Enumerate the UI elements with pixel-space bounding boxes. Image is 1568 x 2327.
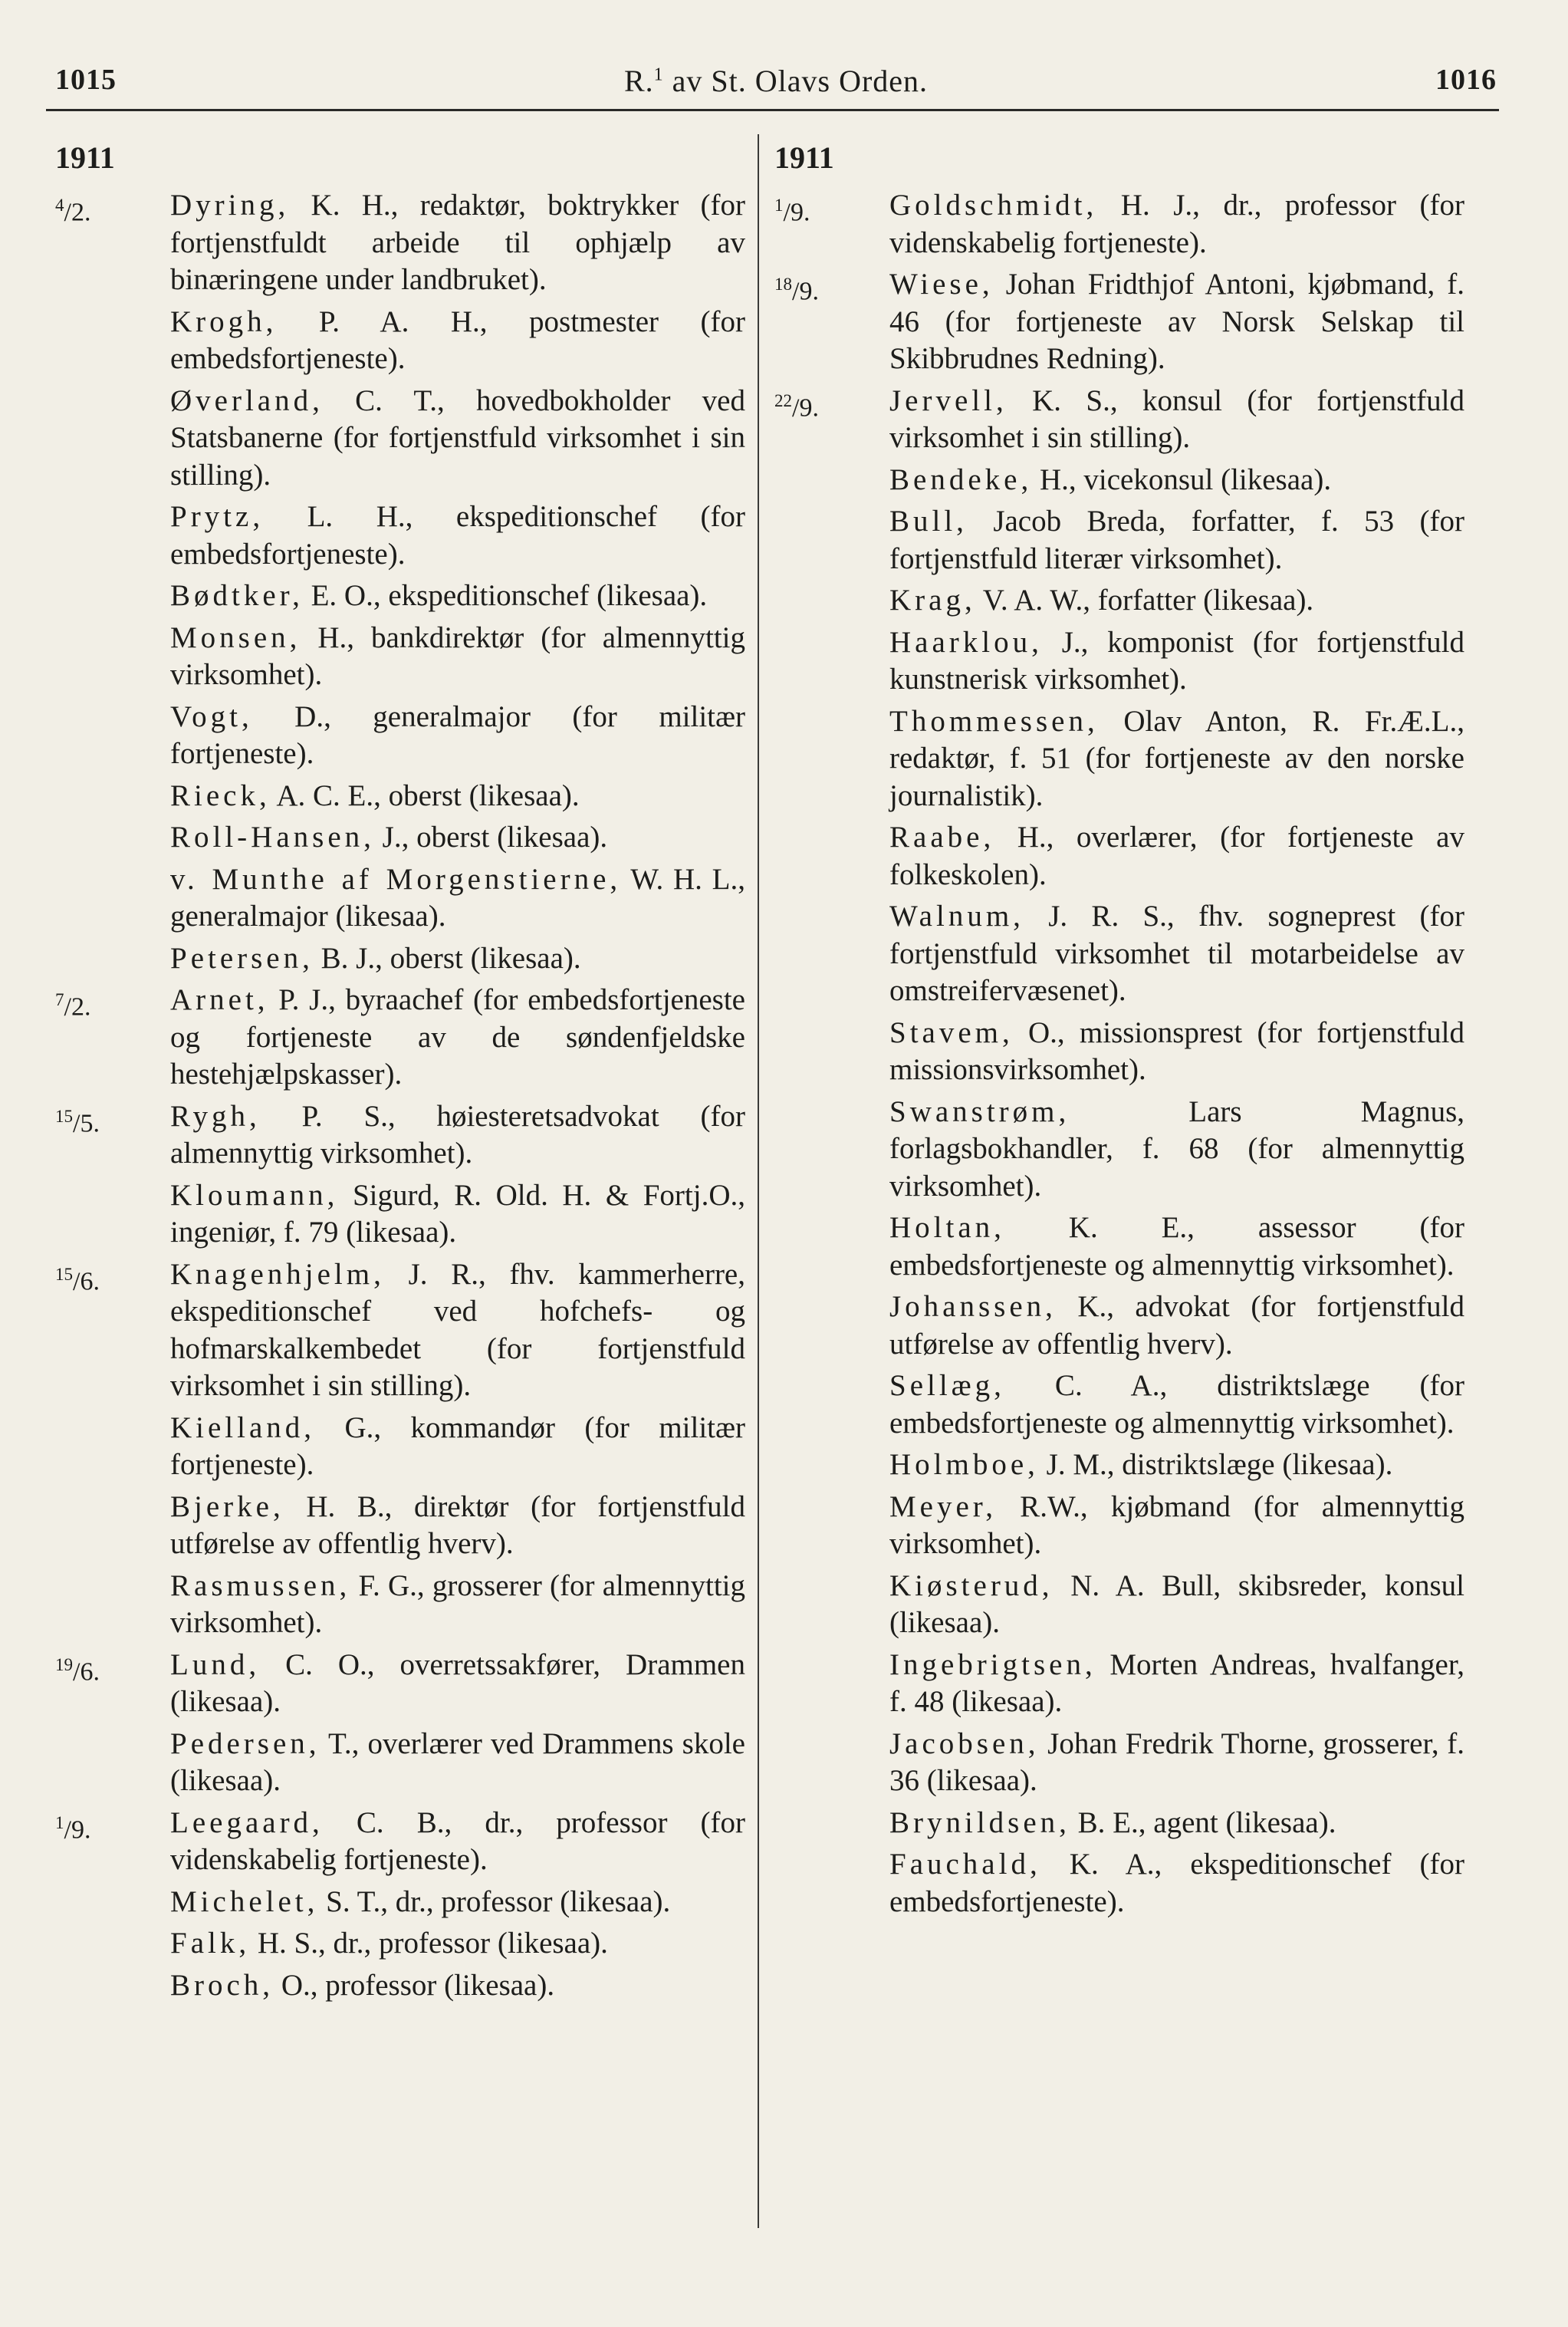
recipient-name: Holmboe, xyxy=(889,1448,1039,1481)
header-rule xyxy=(46,109,1499,111)
recipient-name: Goldschmidt, xyxy=(889,189,1098,222)
entry-date: $^{19}$/6. xyxy=(55,1654,100,1686)
list-item xyxy=(55,1256,745,1405)
recipient-name: Meyer, xyxy=(889,1489,997,1523)
list-item xyxy=(55,1925,745,1963)
list-item xyxy=(774,582,1464,620)
entry-date: $^4$/2. xyxy=(55,196,91,227)
entry-text: Johan Fridthjof Antoni, kjøbmand, f. 46 (for fortjeneste av Norsk Selskap til Skibbrudnes Redning). xyxy=(889,268,1464,375)
entry-text: S. T., dr., professor (likesaa). xyxy=(318,1884,671,1918)
entry-text: R.W., kjøbmand (for almennyttig virksomhet). xyxy=(889,1489,1464,1560)
page-header xyxy=(55,63,1497,109)
list-item xyxy=(774,462,1464,499)
recipient-name: Pedersen, xyxy=(170,1726,321,1760)
entry-text: Jacob Breda, forfatter, f. 53 (for fortjenstfuld literær virksomhet). xyxy=(889,505,1464,575)
recipient-name: Thommessen, xyxy=(889,704,1099,738)
list-item xyxy=(55,620,745,694)
list-item xyxy=(774,383,1464,457)
list-item xyxy=(55,1647,745,1721)
entry-text: W. H. L., generalmajor (likesaa). xyxy=(170,862,745,933)
year-heading: 1911 xyxy=(55,140,115,175)
entry-text: O., professor (likesaa). xyxy=(274,1968,555,2002)
recipient-name: Knagenhjelm, xyxy=(170,1257,385,1291)
list-item xyxy=(55,1884,745,1921)
list-item xyxy=(55,304,745,378)
entry-text: P. A. H., postmester (for embedsfortjeneste). xyxy=(170,304,745,375)
recipient-name: Krag, xyxy=(889,584,976,617)
recipient-name: Rasmussen, xyxy=(170,1568,351,1602)
entry-text: Sigurd, R. Old. H. & Fortj.O., ingeniør, f. 79 (likesaa). xyxy=(170,1178,745,1249)
entry-text: G., kommandør (for militær fortjeneste). xyxy=(170,1410,745,1481)
recipient-name: Arnet, xyxy=(170,983,269,1016)
entry-text: H., overlærer, (for fortjeneste av folkeskolen). xyxy=(889,821,1464,891)
recipient-name: Roll-Hansen, xyxy=(170,821,375,854)
list-item xyxy=(774,1368,1464,1442)
left-column xyxy=(55,137,745,2009)
list-item xyxy=(55,819,745,857)
entry-text: H. S., dr., professor (likesaa). xyxy=(250,1927,608,1960)
running-title: R.$^1$ av St. Olavs Orden. xyxy=(623,64,929,98)
list-item xyxy=(774,1210,1464,1284)
recipient-name: Falk, xyxy=(170,1927,251,1960)
entry-text: K. A., ekspeditionschef (for embedsfortjeneste). xyxy=(889,1848,1464,1918)
list-item xyxy=(774,898,1464,1010)
recipient-name: Kielland, xyxy=(170,1410,316,1444)
entry-text: J. R., fhv. kammerherre, ekspeditionschef ved hofchefs- og hofmarskalkembedet (for fortjenstfuld virksomhet i sin stilling). xyxy=(170,1257,745,1402)
entry-date: $^{22}$/9. xyxy=(774,390,819,422)
list-item xyxy=(774,1094,1464,1206)
entry-text: C. B., dr., professor (for videnskabelig fortjeneste). xyxy=(170,1805,745,1876)
entry-text: K. E., assessor (for embedsfortjeneste og almennyttig virksomhet). xyxy=(889,1211,1464,1282)
list-item xyxy=(55,1726,745,1800)
entry-text: B. E., agent (likesaa). xyxy=(1070,1805,1336,1839)
entry-text: A. C. E., oberst (likesaa). xyxy=(270,778,580,812)
entry-text: C. A., distriktslæge (for embedsfortjeneste og almennyttig virksomhet). xyxy=(889,1369,1464,1440)
recipient-name: Sellæg, xyxy=(889,1369,1005,1402)
list-item xyxy=(55,1177,745,1252)
column-divider xyxy=(758,134,759,2228)
list-item xyxy=(774,624,1464,699)
recipient-name: Vogt, xyxy=(170,699,253,733)
list-item xyxy=(774,1568,1464,1642)
recipient-name: Dyring, xyxy=(170,189,290,222)
entry-text: C. O., overretssakfører, Drammen (likesaa). xyxy=(170,1647,745,1718)
list-item xyxy=(774,703,1464,815)
list-item xyxy=(774,1647,1464,1721)
entry-text: K., advokat (for fortjenstfuld utførelse av offentlig hverv). xyxy=(889,1290,1464,1361)
recipient-name: Rygh, xyxy=(170,1099,261,1133)
entry-text: K. H., redaktør, boktrykker (for fortjenstfuldt arbeide til ophjælp av binæringene under landbruket). xyxy=(170,189,745,296)
list-item xyxy=(774,1489,1464,1563)
recipient-name: Brynildsen, xyxy=(889,1805,1070,1839)
list-item xyxy=(55,499,745,573)
entry-text: H., vicekonsul (likesaa). xyxy=(1032,462,1332,496)
entry-text: N. A. Bull, skibsreder, konsul (likesaa). xyxy=(889,1568,1464,1639)
entry-date: $^1$/9. xyxy=(774,196,810,227)
recipient-name: Kiøsterud, xyxy=(889,1568,1054,1602)
list-item xyxy=(55,1489,745,1563)
recipient-name: Monsen, xyxy=(170,620,301,654)
list-item xyxy=(55,1568,745,1642)
recipient-name: Jacobsen, xyxy=(889,1726,1040,1760)
entry-list xyxy=(55,187,745,2004)
recipient-name: Bendeke, xyxy=(889,462,1033,496)
list-item xyxy=(55,383,745,495)
entry-text: F. G., grosserer (for almennyttig virksomhet). xyxy=(170,1568,745,1639)
recipient-name: Fauchald, xyxy=(889,1848,1041,1881)
entry-text: B. J., oberst (likesaa). xyxy=(313,941,581,975)
list-item xyxy=(774,1726,1464,1800)
entry-text: V. A. W., forfatter (likesaa). xyxy=(975,584,1314,617)
recipient-name: Krogh, xyxy=(170,304,278,338)
recipient-name: Haarklou, xyxy=(889,625,1043,659)
list-item xyxy=(55,982,745,1094)
recipient-name: Petersen, xyxy=(170,941,314,975)
list-item xyxy=(55,1098,745,1173)
recipient-name: Holtan, xyxy=(889,1211,1005,1244)
list-item xyxy=(55,778,745,815)
entry-text: Morten Andreas, hvalfanger, f. 48 (likesaa). xyxy=(889,1647,1464,1718)
entry-date: $^7$/2. xyxy=(55,990,91,1022)
list-item xyxy=(774,1447,1464,1484)
recipient-name: Wiese, xyxy=(889,268,994,301)
entry-text: O., missionsprest (for fortjenstfuld missionsvirksomhet). xyxy=(889,1015,1464,1086)
entry-date: $^{15}$/5. xyxy=(55,1106,100,1137)
list-item xyxy=(55,1805,745,1879)
entry-text: H. J., dr., professor (for videnskabelig fortjeneste). xyxy=(889,189,1464,259)
recipient-name: Bjerke, xyxy=(170,1489,284,1523)
page-number-right: 1016 xyxy=(1435,64,1497,96)
entry-text: Lars Magnus, forlagsbokhandler, f. 68 (for almennyttig virksomhet). xyxy=(889,1094,1464,1203)
list-item xyxy=(774,1805,1464,1842)
page-number-left: 1015 xyxy=(55,64,117,96)
recipient-name: Michelet, xyxy=(170,1884,319,1918)
recipient-name: v. Munthe af Morgenstierne, xyxy=(170,862,622,896)
list-item xyxy=(774,266,1464,378)
recipient-name: Johanssen, xyxy=(889,1290,1057,1323)
list-item xyxy=(55,940,745,978)
recipient-name: Bødtker, xyxy=(170,579,304,612)
list-item xyxy=(774,503,1464,578)
year-heading: 1911 xyxy=(774,140,834,175)
entry-text: J., komponist (for fortjenstfuld kunstnerisk virksomhet). xyxy=(889,625,1464,696)
recipient-name: Øverland, xyxy=(170,383,324,417)
recipient-name: Kloumann, xyxy=(170,1178,339,1212)
entry-text: D., generalmajor (for militær fortjeneste). xyxy=(170,699,745,770)
recipient-name: Jervell, xyxy=(889,383,1008,417)
recipient-name: Prytz, xyxy=(170,500,265,533)
list-item xyxy=(55,1410,745,1484)
entry-text: J. R. S., fhv. sogneprest (for fortjenstfuld virksomhet til motarbeidelse av omstreifervæsenet). xyxy=(889,900,1464,1007)
entry-text: J. M., distriktslæge (likesaa). xyxy=(1038,1448,1393,1481)
recipient-name: Rieck, xyxy=(170,778,271,812)
entry-text: H. B., direktør (for fortjenstfuld utførelse av offentlig hverv). xyxy=(170,1489,745,1560)
entry-text: T., overlærer ved Drammens skole (likesaa). xyxy=(170,1726,745,1797)
recipient-name: Ingebrigtsen, xyxy=(889,1647,1096,1681)
entry-text: C. T., hovedbokholder ved Statsbanerne (for fortjenstfuld virksomhet i sin stilling). xyxy=(170,383,745,492)
entry-text: P. J., byraachef (for embedsfortjeneste og fortjeneste av de søndenfjeldske hestehjælpskasser). xyxy=(170,983,745,1091)
entry-text: K. S., konsul (for fortjenstfuld virksomhet i sin stilling). xyxy=(889,383,1464,454)
entry-list xyxy=(774,187,1464,1921)
recipient-name: Bull, xyxy=(889,505,968,538)
recipient-name: Lund, xyxy=(170,1647,261,1681)
recipient-name: Walnum, xyxy=(889,900,1024,933)
list-item xyxy=(55,1967,745,2005)
entry-date: $^1$/9. xyxy=(55,1812,91,1844)
recipient-name: Broch, xyxy=(170,1968,274,2002)
entry-text: J., oberst (likesaa). xyxy=(374,821,608,854)
list-item xyxy=(774,819,1464,894)
entry-text: P. S., høiesteretsadvokat (for almennyttig virksomhet). xyxy=(170,1099,745,1170)
recipient-name: Raabe, xyxy=(889,821,995,854)
list-item xyxy=(55,578,745,615)
list-item xyxy=(774,1015,1464,1089)
entry-date: $^{15}$/6. xyxy=(55,1264,100,1295)
entry-text: L. H., ekspeditionschef (for embedsfortjeneste). xyxy=(170,500,745,571)
recipient-name: Leegaard, xyxy=(170,1805,324,1839)
right-column xyxy=(774,137,1464,1925)
list-item xyxy=(774,187,1464,262)
recipient-name: Stavem, xyxy=(889,1015,1014,1049)
entry-text: Johan Fredrik Thorne, grosserer, f. 36 (likesaa). xyxy=(889,1726,1464,1797)
list-item xyxy=(774,1846,1464,1921)
entry-text: H., bankdirektør (for almennyttig virksomhet). xyxy=(170,620,745,691)
recipient-name: Swanstrøm, xyxy=(889,1094,1070,1128)
list-item xyxy=(55,861,745,936)
entry-text: Olav Anton, R. Fr.Æ.L., redaktør, f. 51 (for fortjeneste av den norske journalistik). xyxy=(889,704,1464,812)
list-item xyxy=(55,187,745,299)
list-item xyxy=(774,1289,1464,1363)
list-item xyxy=(55,699,745,773)
entry-date: $^{18}$/9. xyxy=(774,275,819,306)
entry-text: E. O., ekspeditionschef (likesaa). xyxy=(303,579,708,612)
